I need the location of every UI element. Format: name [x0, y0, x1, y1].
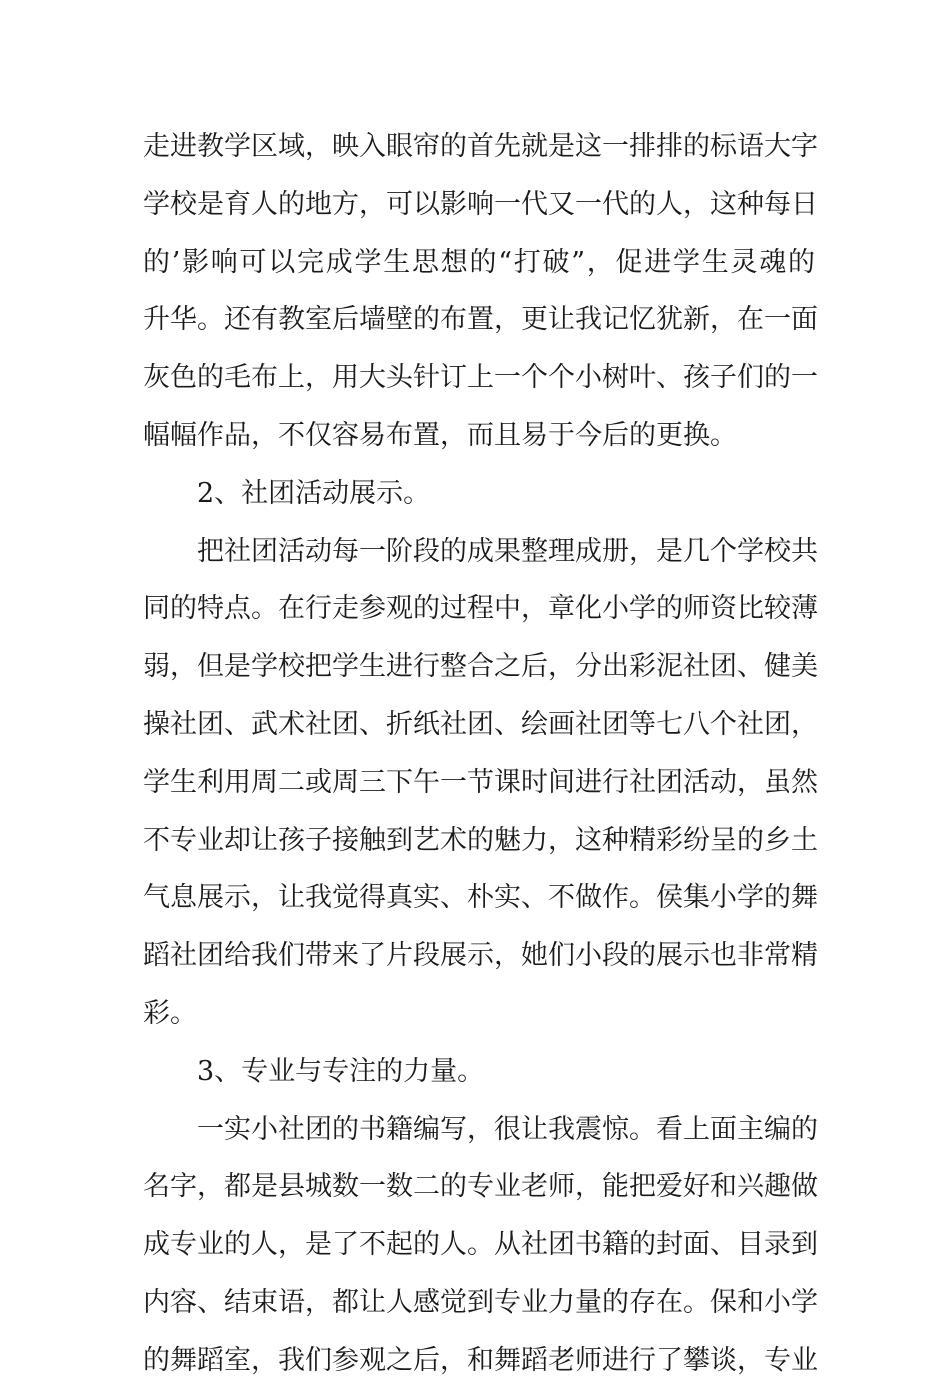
text-line: 走进教学区域，映入眼帘的首先就是这一排排的标语大字 [143, 131, 818, 162]
text-line: 的’影响可以完成学生思想的“打破”，促进学生灵魂的 [143, 246, 815, 278]
text-line: 一实小社团的书籍编写，很让我震惊。看上面主编的 [197, 1113, 818, 1145]
document-page [143, 127, 818, 1399]
text-line: 同的特点。在行走参观的过程中，章化小学的师资比较薄 [143, 593, 818, 625]
section-heading: 2、社团活动展示。 [197, 477, 431, 509]
text-line: 把社团活动每一阶段的成果整理成册，是几个学校共 [197, 535, 818, 567]
text-line: 彩。 [143, 997, 197, 1029]
text-line: 内容、结束语，都让人感觉到专业力量的存在。保和小学 [143, 1286, 818, 1318]
text-line: 的舞蹈室，我们参观之后，和舞蹈老师进行了攀谈，专业 [143, 1344, 818, 1376]
text-line: 学生利用周二或周三下午一节课时间进行社团活动，虽然 [143, 766, 818, 798]
text-line: 学校是育人的地方，可以影响一代又一代的人，这种每日 [143, 188, 818, 220]
text-line: 蹈社团给我们带来了片段展示，她们小段的展示也非常精 [143, 940, 818, 972]
text-line: 升华。还有教室后墙壁的布置，更让我记忆犹新，在一面 [143, 304, 818, 336]
text-line: 操社团、武术社团、折纸社团、绘画社团等七八个社团， [143, 708, 818, 740]
text-line: 气息展示，让我觉得真实、朴实、不做作。侯集小学的舞 [143, 882, 818, 914]
text-line: 弱，但是学校把学生进行整合之后，分出彩泥社团、健美 [143, 651, 818, 683]
section-heading: 3、专业与专注的力量。 [197, 1055, 485, 1087]
text-line: 成专业的人，是了不起的人。从社团书籍的封面、目录到 [143, 1229, 818, 1261]
text-line: 名字，都是县城数一数二的专业老师，能把爱好和兴趣做 [143, 1171, 818, 1203]
text-line: 不专业却让孩子接触到艺术的魅力，这种精彩纷呈的乡土 [143, 824, 818, 856]
text-line: 幅幅作品，不仅容易布置，而且易于今后的更换。 [143, 419, 737, 451]
text-line: 灰色的毛布上，用大头针订上一个个小树叶、孩子们的一 [143, 362, 818, 394]
